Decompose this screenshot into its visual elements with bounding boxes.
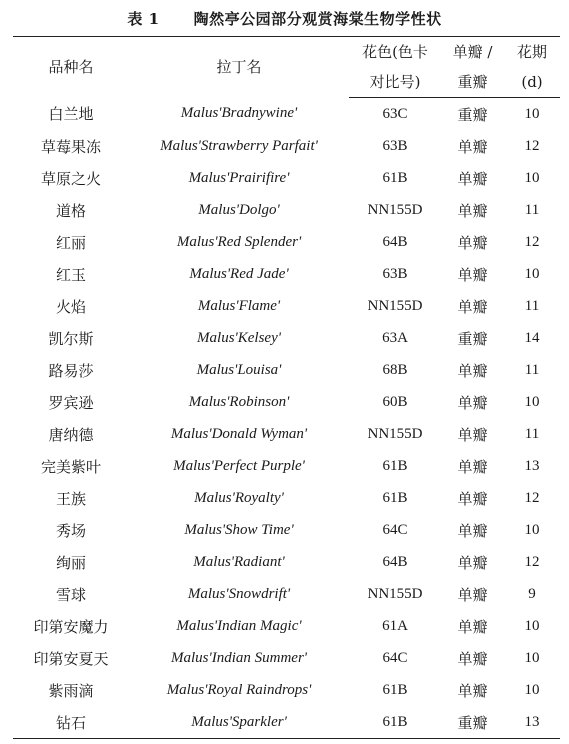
table-row [13, 162, 560, 194]
table-row [13, 482, 560, 514]
cell-latin-name: Malus'Indian Summer' [171, 649, 307, 666]
cell-variety-name: 钻石 [13, 706, 129, 739]
cell-petal-type: 单瓣 [457, 425, 488, 444]
table-row [13, 258, 560, 290]
table-row [13, 322, 560, 354]
cell-flower-color: 61B [382, 169, 408, 186]
cell-flower-color: 68B [382, 361, 408, 378]
header-petal-type-line2: 重瓣 [441, 67, 504, 98]
cell-variety-name: 唐纳德 [48, 425, 94, 444]
cell-variety-name: 雪球 [55, 585, 86, 604]
header-flowering-period-line2: (d) [504, 67, 560, 98]
cell-flowering-days: 11 [524, 201, 540, 218]
cell-petal-type: 单瓣 [457, 457, 488, 476]
cell-flower-color: 64B [382, 553, 408, 570]
cell-flowering-days: 10 [524, 617, 540, 634]
table-row [13, 546, 560, 578]
cell-variety-name: 印第安夏天 [33, 649, 109, 668]
cell-latin-name: Malus'Louisa' [196, 361, 282, 378]
cell-variety-name: 道格 [55, 201, 86, 220]
traits-table-container [13, 36, 560, 739]
header-variety: 品种名 [13, 37, 129, 98]
cell-flowering-days: 11 [524, 297, 540, 314]
cell-variety-name: 凯尔斯 [48, 329, 94, 348]
cell-flowering-days: 10 [524, 393, 540, 410]
cell-flowering-days: 10 [524, 265, 540, 282]
table-row [13, 290, 560, 322]
cell-petal-type: 单瓣 [457, 265, 488, 284]
cell-latin-name: Malus'Royal Raindrops' [166, 681, 312, 698]
cell-variety-name: 绚丽 [55, 553, 86, 572]
table-row [13, 418, 560, 450]
cell-petal-type: 重瓣 [441, 706, 504, 739]
cell-variety-name: 紫雨滴 [48, 681, 94, 700]
cell-flower-color: 61B [349, 706, 441, 739]
cell-petal-type: 单瓣 [457, 521, 488, 540]
cell-latin-name: Malus'Strawberry Parfait' [160, 137, 318, 154]
cell-latin-name: Malus'Kelsey' [197, 329, 281, 346]
cell-petal-type: 单瓣 [457, 585, 488, 604]
table-row [13, 194, 560, 226]
cell-latin-name: Malus'Sparkler' [129, 706, 349, 739]
header-petal-type-line1: 单瓣 / [441, 37, 504, 68]
cell-variety-name: 路易莎 [48, 361, 94, 380]
traits-table [13, 36, 560, 739]
header-latin-name: 拉丁名 [129, 37, 349, 98]
cell-variety-name: 草莓果冻 [40, 137, 101, 156]
cell-flower-color: NN155D [367, 425, 423, 442]
table-body [13, 98, 560, 739]
table-row [13, 450, 560, 482]
cell-flowering-days: 12 [524, 137, 540, 154]
cell-variety-name: 白兰地 [48, 105, 94, 124]
table-row [13, 706, 560, 739]
cell-petal-type: 单瓣 [457, 393, 488, 412]
header-flower-color-line2: 对比号) [349, 67, 441, 98]
cell-flowering-days: 10 [524, 649, 540, 666]
cell-latin-name: Malus'Robinson' [188, 393, 290, 410]
table-row [13, 354, 560, 386]
cell-latin-name: Malus'Bradnywine' [180, 105, 298, 122]
cell-flowering-days: 10 [524, 681, 540, 698]
cell-flower-color: 61A [382, 617, 408, 634]
table-row [13, 514, 560, 546]
table-title: 陶然亭公园部分观赏海棠生物学性状 [193, 10, 442, 28]
cell-latin-name: Malus'Snowdrift' [187, 585, 291, 602]
cell-latin-name: Malus'Red Jade' [189, 265, 289, 282]
cell-flowering-days: 13 [524, 457, 540, 474]
cell-flower-color: 63C [382, 105, 408, 122]
cell-flowering-days: 13 [504, 706, 560, 739]
cell-flower-color: 60B [382, 393, 408, 410]
cell-petal-type: 单瓣 [457, 201, 488, 220]
cell-petal-type: 重瓣 [457, 329, 488, 348]
cell-flowering-days: 12 [524, 489, 540, 506]
cell-latin-name: Malus'Show Time' [184, 521, 294, 538]
cell-variety-name: 草原之火 [40, 169, 101, 188]
cell-petal-type: 单瓣 [457, 169, 488, 188]
cell-variety-name: 火焰 [55, 297, 86, 316]
cell-petal-type: 单瓣 [457, 553, 488, 572]
header-flowering-period-line1: 花期 [504, 37, 560, 68]
table-row [13, 226, 560, 258]
cell-flowering-days: 12 [524, 233, 540, 250]
cell-latin-name: Malus'Radiant' [193, 553, 285, 570]
cell-petal-type: 单瓣 [457, 681, 488, 700]
table-row [13, 130, 560, 162]
cell-flower-color: NN155D [367, 201, 423, 218]
cell-petal-type: 单瓣 [457, 617, 488, 636]
cell-variety-name: 印第安魔力 [33, 617, 109, 636]
cell-flowering-days: 10 [524, 105, 540, 122]
cell-variety-name: 王族 [55, 489, 86, 508]
cell-flower-color: NN155D [367, 297, 423, 314]
table-row [13, 610, 560, 642]
table-row [13, 674, 560, 706]
cell-latin-name: Malus'Indian Magic' [176, 617, 302, 634]
cell-petal-type: 单瓣 [457, 297, 488, 316]
cell-flowering-days: 10 [524, 521, 540, 538]
cell-flower-color: 64C [382, 521, 408, 538]
table-row [13, 642, 560, 674]
cell-variety-name: 完美紫叶 [40, 457, 101, 476]
header-flower-color-line1: 花色(色卡 [349, 37, 441, 68]
table-caption [0, 8, 569, 29]
cell-variety-name: 红丽 [55, 233, 86, 252]
cell-flowering-days: 9 [528, 585, 536, 602]
cell-latin-name: Malus'Prairifire' [188, 169, 290, 186]
cell-flowering-days: 11 [524, 425, 540, 442]
cell-petal-type: 单瓣 [457, 137, 488, 156]
cell-variety-name: 罗宾逊 [48, 393, 94, 412]
cell-flower-color: 61B [382, 457, 408, 474]
table-header [13, 37, 560, 98]
cell-variety-name: 秀场 [55, 521, 86, 540]
cell-flower-color: 63B [382, 137, 408, 154]
table-row [13, 578, 560, 610]
cell-petal-type: 单瓣 [457, 233, 488, 252]
cell-petal-type: 单瓣 [457, 649, 488, 668]
table-number: 表 1 [127, 10, 160, 28]
cell-latin-name: Malus'Dolgo' [198, 201, 280, 218]
cell-flowering-days: 11 [524, 361, 540, 378]
cell-flower-color: 61B [382, 681, 408, 698]
cell-flower-color: 64B [382, 233, 408, 250]
cell-latin-name: Malus'Flame' [197, 297, 281, 314]
cell-latin-name: Malus'Perfect Purple' [173, 457, 305, 474]
cell-flower-color: 63A [382, 329, 408, 346]
cell-variety-name: 红玉 [55, 265, 86, 284]
cell-flowering-days: 12 [524, 553, 540, 570]
table-row [13, 98, 560, 131]
cell-latin-name: Malus'Royalty' [194, 489, 284, 506]
cell-flowering-days: 14 [524, 329, 540, 346]
cell-flower-color: NN155D [367, 585, 423, 602]
cell-flower-color: 63B [382, 265, 408, 282]
cell-petal-type: 单瓣 [457, 489, 488, 508]
cell-petal-type: 单瓣 [457, 361, 488, 380]
table-row [13, 386, 560, 418]
cell-flower-color: 64C [382, 649, 408, 666]
cell-flower-color: 61B [382, 489, 408, 506]
cell-latin-name: Malus'Red Splender' [176, 233, 302, 250]
cell-latin-name: Malus'Donald Wyman' [170, 425, 308, 442]
cell-petal-type: 重瓣 [457, 105, 488, 124]
cell-flowering-days: 10 [524, 169, 540, 186]
